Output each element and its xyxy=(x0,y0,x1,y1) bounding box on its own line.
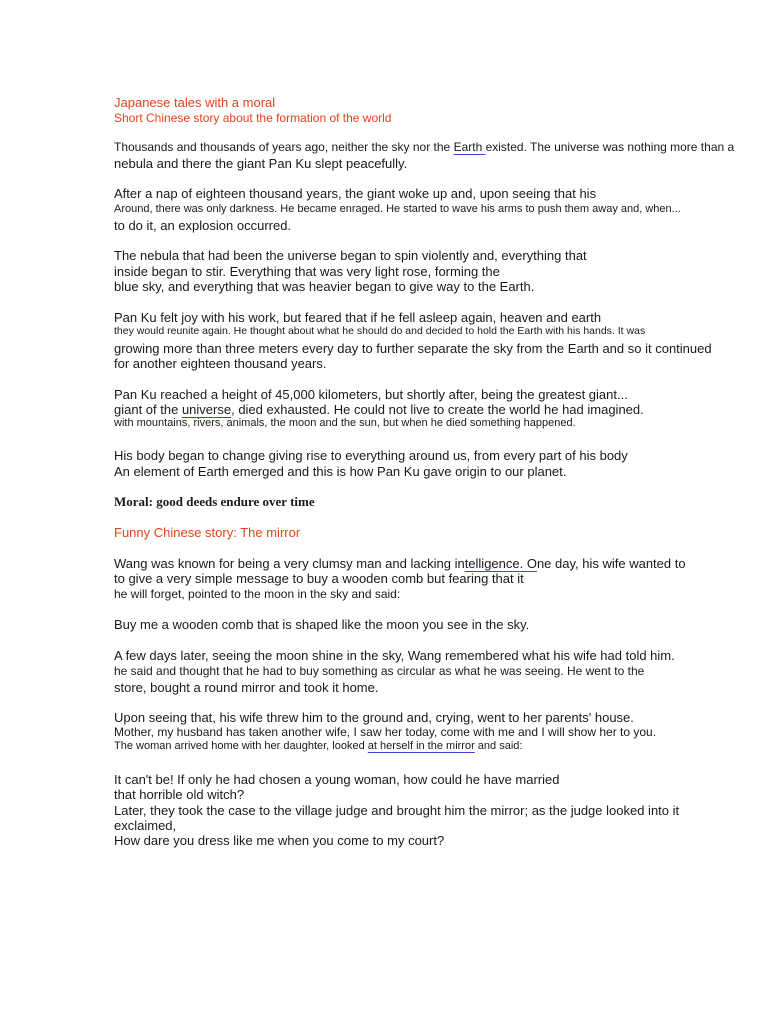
story2-p5-line3: Later, they took the case to the village judge and brought him the mirror; as the judge looked into it xyxy=(114,803,680,818)
story1-p5-line3: with mountains, rivers, animals, the moon and the sun, but when he died something happened. xyxy=(114,417,576,429)
story1-p2-line3: to do it, an explosion occurred. xyxy=(114,218,292,233)
story1-p1-line1: Thousands and thousands of years ago, neither the sky nor the Earth existed. The universe was nothing more than a xyxy=(114,140,735,154)
story1-p4-line1: Pan Ku felt joy with his work, but feared that if he fell asleep again, heaven and earth xyxy=(114,310,602,325)
story1-p3-line3: blue sky, and everything that was heavier began to give way to the Earth. xyxy=(114,279,535,294)
page-subtitle: Short Chinese story about the formation of the world xyxy=(114,111,392,125)
universe-link[interactable]: universe xyxy=(181,402,232,417)
story2-p4-line1: Upon seeing that, his wife threw him to the ground and, crying, went to her parents' house. xyxy=(114,710,634,725)
story2-p1-line2: to give a very simple message to buy a wooden comb but fearing that it xyxy=(114,571,524,586)
story1-p5-line2: giant of the universe, died exhausted. He could not live to create the world he had imagined. xyxy=(114,402,644,417)
story2-p2: Buy me a wooden comb that is shaped like the moon you see in the sky. xyxy=(114,617,530,632)
story1-p4-line4: for another eighteen thousand years. xyxy=(114,356,327,371)
mirror-link[interactable]: at herself in the mirror xyxy=(367,740,475,752)
story2-p4-line2: Mother, my husband has taken another wife, I saw her today, come with me and I will show her to you. xyxy=(114,725,657,739)
story1-p4-line3: growing more than three meters every day to further separate the sky from the Earth and so it continued xyxy=(114,341,712,356)
intelligence-link[interactable]: telligence. O xyxy=(464,556,537,571)
story2-p1-line3: he will forget, pointed to the moon in the sky and said: xyxy=(114,587,401,601)
story2-p5-line5: How dare you dress like me when you come to my court? xyxy=(114,833,445,848)
story1-p4-line2: they would reunite again. He thought about what he should do and decided to hold the Earth with his hands. It was xyxy=(114,325,646,337)
story2-p3-line3: store, bought a round mirror and took it home. xyxy=(114,680,379,695)
story2-title: Funny Chinese story: The mirror xyxy=(114,525,301,540)
story2-p5-line1: It can't be! If only he had chosen a young woman, how could he have married xyxy=(114,772,560,787)
story1-p3-line2: inside began to stir. Everything that was very light rose, forming the xyxy=(114,264,500,279)
story1-p3-line1: The nebula that had been the universe began to spin violently and, everything that xyxy=(114,248,587,263)
story2-p5-line4: exclaimed, xyxy=(114,818,177,833)
story1-p5-line1: Pan Ku reached a height of 45,000 kilometers, but shortly after, being the greatest giant... xyxy=(114,387,628,402)
story1-p2-line1: After a nap of eighteen thousand years, the giant woke up and, upon seeing that his xyxy=(114,186,597,201)
story2-p1-line1: Wang was known for being a very clumsy man and lacking intelligence. One day, his wife wanted to xyxy=(114,556,686,571)
earth-link[interactable]: Earth xyxy=(453,140,486,154)
story1-p2-line2: Around, there was only darkness. He became enraged. He started to wave his arms to push them away and, when... xyxy=(114,203,681,215)
story2-p3-line1: A few days later, seeing the moon shine in the sky, Wang remembered what his wife had told him. xyxy=(114,648,675,663)
moral-heading: Moral: good deeds endure over time xyxy=(114,494,315,509)
story2-p4-line3: The woman arrived home with her daughter, looked at herself in the mirror and said: xyxy=(114,740,523,752)
page-title: Japanese tales with a moral xyxy=(114,95,276,110)
story1-p6-line2: An element of Earth emerged and this is how Pan Ku gave origin to our planet. xyxy=(114,464,567,479)
story2-p3-line2: he said and thought that he had to buy something as circular as what he was seeing. He went to the xyxy=(114,664,645,678)
story1-p6-line1: His body began to change giving rise to everything around us, from every part of his body xyxy=(114,448,628,463)
story2-p5-line2: that horrible old witch? xyxy=(114,787,245,802)
story1-p1-line2: nebula and there the giant Pan Ku slept peacefully. xyxy=(114,156,408,171)
